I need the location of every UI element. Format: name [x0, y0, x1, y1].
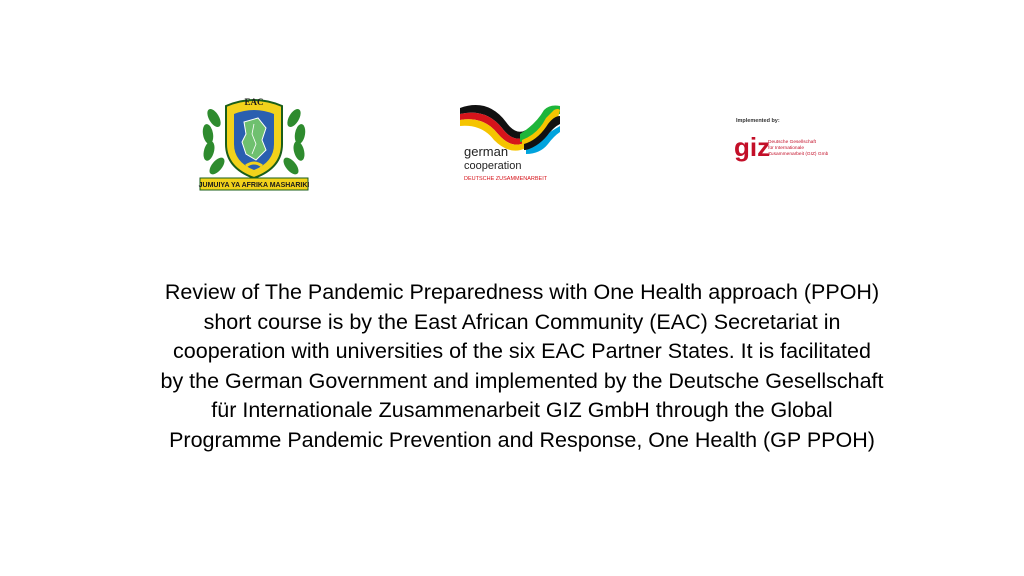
eac-banner-text: JUMUIYA YA AFRIKA MASHARIKI: [198, 182, 310, 189]
giz-line1: Deutsche Gesellschaft: [768, 140, 816, 145]
implemented-by-text: Implemented by:: [736, 118, 780, 124]
cooperation-text: cooperation: [464, 160, 522, 172]
giz-logo-icon: [732, 114, 828, 164]
course-description: Review of The Pandemic Preparedness with One Health approach (PPOH) short course is by the East African Community (EAC) Secretariat in cooperation with universities of the six EAC Partner States. It is facilitated by the German Government and implemented by the Deutsche Gesellschaft für Internationale Zusammenarbeit GIZ GmbH through the Global Programme Pandemic Prevention and Response, One Health (GP PPOH): [160, 280, 884, 452]
eac-logo: [196, 88, 312, 196]
german-cooperation-logo: [458, 100, 564, 184]
german-text: german: [464, 144, 509, 159]
giz-line3: Zusammenarbeit (GIZ) GmbH: [768, 152, 828, 157]
eac-emblem-icon: [196, 88, 312, 196]
giz-line2: für Internationale: [768, 146, 805, 151]
deutsche-zusammenarbeit-text: DEUTSCHE ZUSAMMENARBEIT: [464, 176, 548, 182]
giz-logo: [732, 114, 828, 164]
german-cooperation-wave-icon: [458, 100, 564, 184]
giz-wordmark: giz: [734, 132, 771, 162]
eac-top-text: EAC: [244, 97, 264, 107]
